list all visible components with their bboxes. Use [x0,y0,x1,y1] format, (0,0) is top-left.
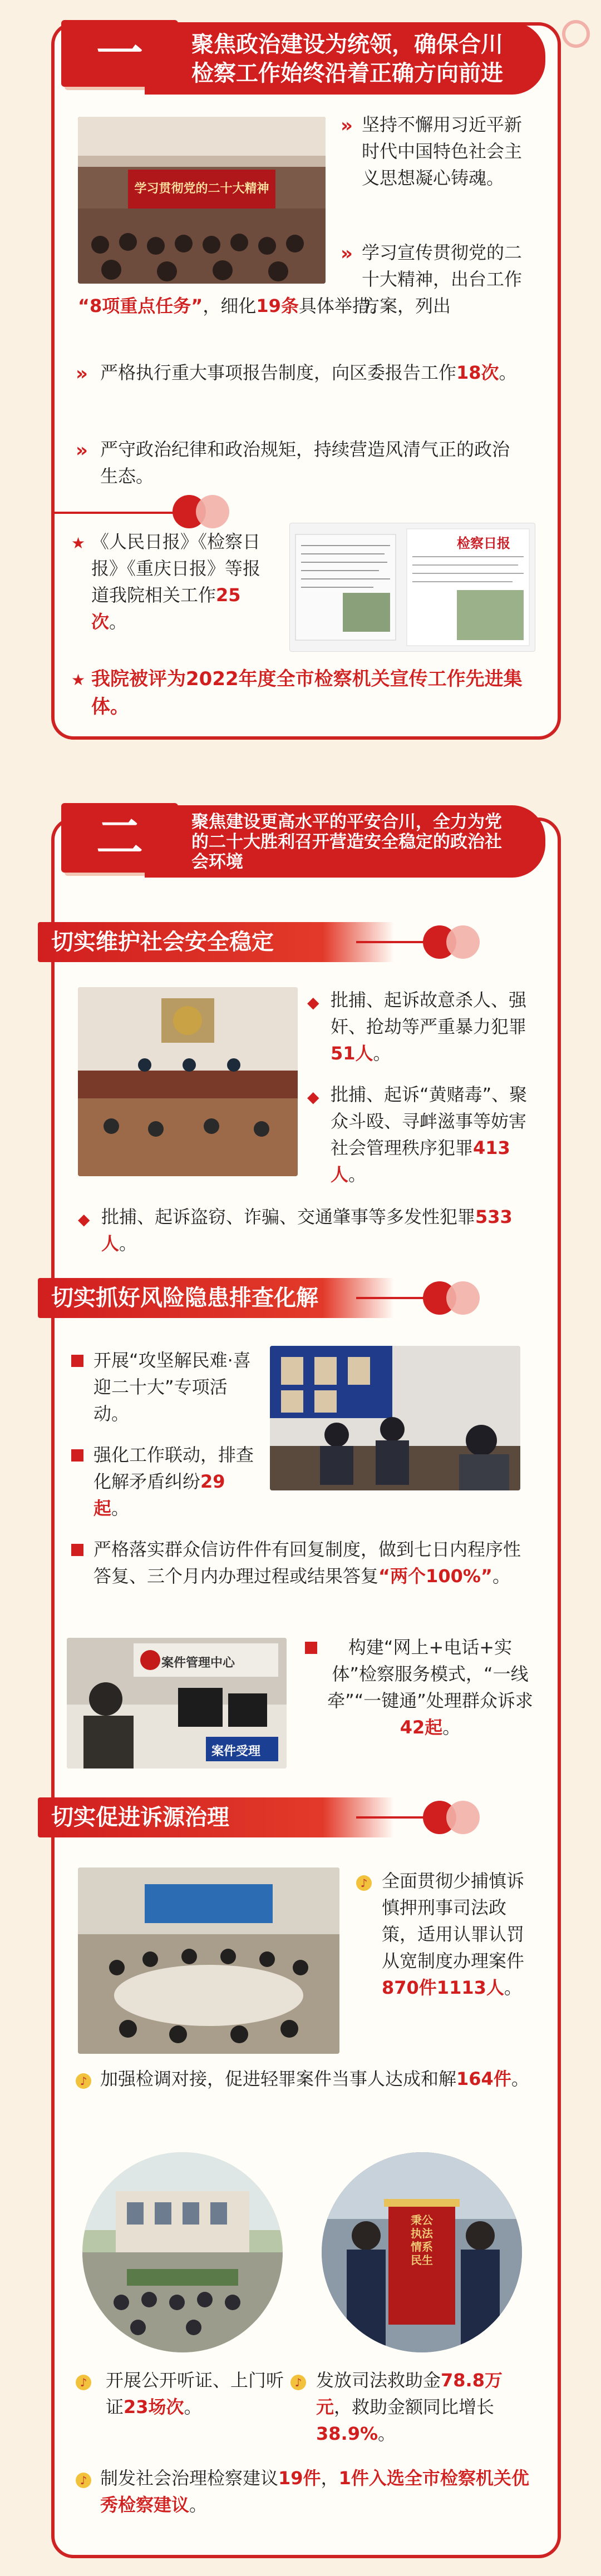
diamond-icon: ◆ [78,1210,90,1228]
sub3-item2-text: 加强检调对接，促进轻罪案件当事人达成和解 [100,2068,457,2089]
visit-photo [270,1346,520,1490]
arrow-icon: » [76,363,88,385]
sub1-item2-end: 。 [348,1164,367,1185]
coin-icon: ♪ [76,2073,91,2089]
decor-circles [423,1281,495,1315]
sub1-item2-hl: 413人 [331,1137,510,1185]
sub3-item3 [106,2367,289,2420]
section1-title [145,22,545,95]
case-center-sign: 案件管理中心 [161,1656,235,1670]
meeting-photo-1 [78,117,326,284]
section2-title [145,805,545,878]
coin-icon: ♪ [356,1875,372,1891]
meeting-photo-1-image [78,117,326,284]
sub2-item4-end: 。 [442,1717,461,1738]
section1-item2-end: 具体举措。 [298,295,388,316]
sub3-item1 [382,1867,538,2001]
coin-icon: ♪ [76,2375,91,2390]
section1-title-line2: 检察工作始终沿着正确方向前进 [191,61,503,86]
banner-text: 秉公执法 情系民生 [411,2213,433,2267]
section1-item1: 坚持不懈用习近平新时代中国特色社会主义思想凝心铸魂。 [362,114,523,189]
sub2-item2-text: 强化工作联动，排查化解矛盾纠纷 [93,1444,254,1492]
sub2-divider [356,1297,434,1299]
coin-icon: ♪ [76,2473,91,2488]
section1-item3-end: 。 [499,362,517,383]
arrow-icon: » [341,115,353,137]
section2-title-line1: 聚焦建设更高水平的平安合川，全力为党 [191,812,502,832]
square-icon [305,1642,317,1654]
sub1-item1-hl: 51人 [331,1043,373,1064]
star-icon: ★ [71,671,86,689]
sub3-item1-hl: 870件1113人 [382,1977,504,1998]
divider-line [53,512,181,514]
hearing-image [82,2152,283,2352]
square-icon [71,1449,83,1462]
section1-number: 一 [61,20,178,87]
sub2-item2 [93,1441,260,1522]
sub2-item3-hl: “两个100%” [378,1566,492,1587]
sub3-item1-text: 全面贯彻少捕慎诉慎押刑事司法政策，适用认罪认罚从宽制度办理案件 [382,1870,525,1971]
sub2-item1: 开展“攻坚解民难·喜迎二十大”专项活动。 [93,1350,251,1424]
sub1-title: 切实维护社会安全稳定 [38,922,394,962]
section1-item2-text: 学习宣传贯彻党的二十大精神，出台工作方案，列出 [362,242,523,316]
sub1-item2 [331,1081,542,1188]
section2-number: 二 [61,803,178,873]
diamond-icon: ◆ [307,993,319,1012]
sub2-item3 [93,1536,533,1589]
sub3-item5-mid: ， [321,2468,339,2489]
sub3-item2 [100,2065,534,2092]
sub3-item3-text: 开展公开听证、上门听证 [106,2370,284,2418]
sub1-item2-text: 批捕、起诉“黄赌毒”、聚众斗殴、寻衅滋事等妨害社会管理秩序犯罪 [331,1084,528,1158]
section1-media-text: 《人民日报》《检察日报》《重庆日报》等报道我院相关工作 [91,531,261,606]
sub3-title: 切实促进诉源治理 [38,1797,394,1837]
square-icon [71,1544,83,1556]
sub1-item3 [101,1203,535,1257]
section1-item4: 严守政治纪律和政治规矩，持续营造风清气正的政治生态。 [100,439,510,487]
sub3-item3-hl: 23场次 [124,2396,184,2418]
court-image [78,987,298,1176]
sub1-divider [356,941,434,943]
section2-title-line2: 的二十大胜利召开营造安全稳定的政治社 [191,832,502,852]
square-icon [71,1355,83,1367]
sub3-item5-end: 。 [189,2494,208,2515]
case-accept-sign: 案件受理 [211,1745,261,1758]
sub3-item4 [316,2367,536,2447]
coin-icon: ♪ [290,2375,306,2390]
sub3-item2-end: 。 [511,2068,529,2089]
section1-media-hl: 25次 [91,584,241,632]
sub3-item5 [100,2465,540,2518]
sub3-item5-text: 制发社会治理检察建议 [100,2468,279,2489]
meeting-photo-2 [78,1867,339,2054]
section1-item2-cont [78,293,529,319]
section2-title-line3: 会环境 [191,852,243,872]
newspaper-photo [289,523,535,652]
meeting-photo-1-banner: 学习贯彻党的二十大精神 [134,182,269,196]
sub3-item4-text: 发放司法救助金 [316,2370,441,2391]
sub1-item1-text: 批捕、起诉故意杀人、强奸、抢劫等严重暴力犯罪 [331,989,527,1037]
sub3-item1-end: 。 [504,1977,522,1998]
sub2-item4-text: 构建“网上+电话+实体”检察服务模式，“一线牵”“一键通”处理群众诉求 [327,1637,533,1711]
sub3-item4-hl1: 78.8万元 [316,2370,503,2418]
meeting-photo-2-image [78,1867,339,2054]
sub1-item1-end: 。 [373,1043,391,1064]
section1-award: 我院被评为2022年度全市检察机关宣传工作先进集体。 [91,668,523,718]
sub3-item4-mid: ，救助金额同比增长 [334,2396,495,2418]
sub2-title: 切实抓好风险隐患排查化解 [38,1278,394,1318]
sub3-item4-end: 。 [378,2423,396,2444]
section1-item3 [100,359,534,386]
decor-circles [423,925,495,959]
sub2-item2-hl: 29起 [93,1471,225,1519]
corner-ring [562,20,590,48]
hearing-photo [82,2152,283,2352]
sub2-item4-hl: 42起 [400,1717,443,1738]
section1-item2-mid: ，细化 [203,295,257,316]
visit-image [270,1346,520,1490]
sub1-item3-text: 批捕、起诉盗窃、诈骗、交通肇事等多发性犯罪 [101,1206,476,1227]
section1-media-end: 。 [109,611,127,632]
sub1-item1 [331,987,542,1067]
sub1-item3-end: 。 [119,1233,137,1254]
sub2-item3-end: 。 [492,1566,510,1587]
case-center-photo [67,1638,287,1768]
decor-circles [423,1801,495,1834]
sub3-item5-hl2: 1件入选全市检察机关优秀检察建议 [100,2468,529,2515]
sub2-item4 [327,1634,533,1741]
sub2-item2-end: 。 [111,1498,130,1519]
newspaper-masthead: 检察日报 [457,536,510,551]
arrow-icon: » [341,242,353,265]
section1-item2-hl2: 19条 [256,295,299,316]
section1-title-line1: 聚焦政治建设为统领，确保合川 [191,32,503,57]
arrow-icon: » [76,439,88,462]
sub3-item2-hl: 164件 [456,2068,511,2089]
sub1-item3-hl: 533人 [101,1206,513,1254]
section1-item2-hl1: “8项重点任务” [78,295,203,316]
star-icon: ★ [71,534,86,552]
section1-item3-hl: 18次 [456,362,499,383]
sub3-item4-hl2: 38.9% [316,2423,378,2444]
court-photo [78,987,298,1176]
section1-media [91,528,275,635]
banner-photo [322,2152,522,2352]
sub2-item3-text: 严格落实群众信访件件有回复制度，做到七日内程序性答复、三个月内办理过程或结果答复 [93,1539,521,1587]
sub3-item3-end: 。 [184,2396,202,2418]
section1-item3-text: 严格执行重大事项报告制度，向区委报告工作 [100,362,457,383]
sub3-divider [356,1816,434,1819]
diamond-icon: ◆ [307,1088,319,1106]
sub3-item5-hl1: 19件 [278,2468,321,2489]
decor-circles [173,495,245,528]
